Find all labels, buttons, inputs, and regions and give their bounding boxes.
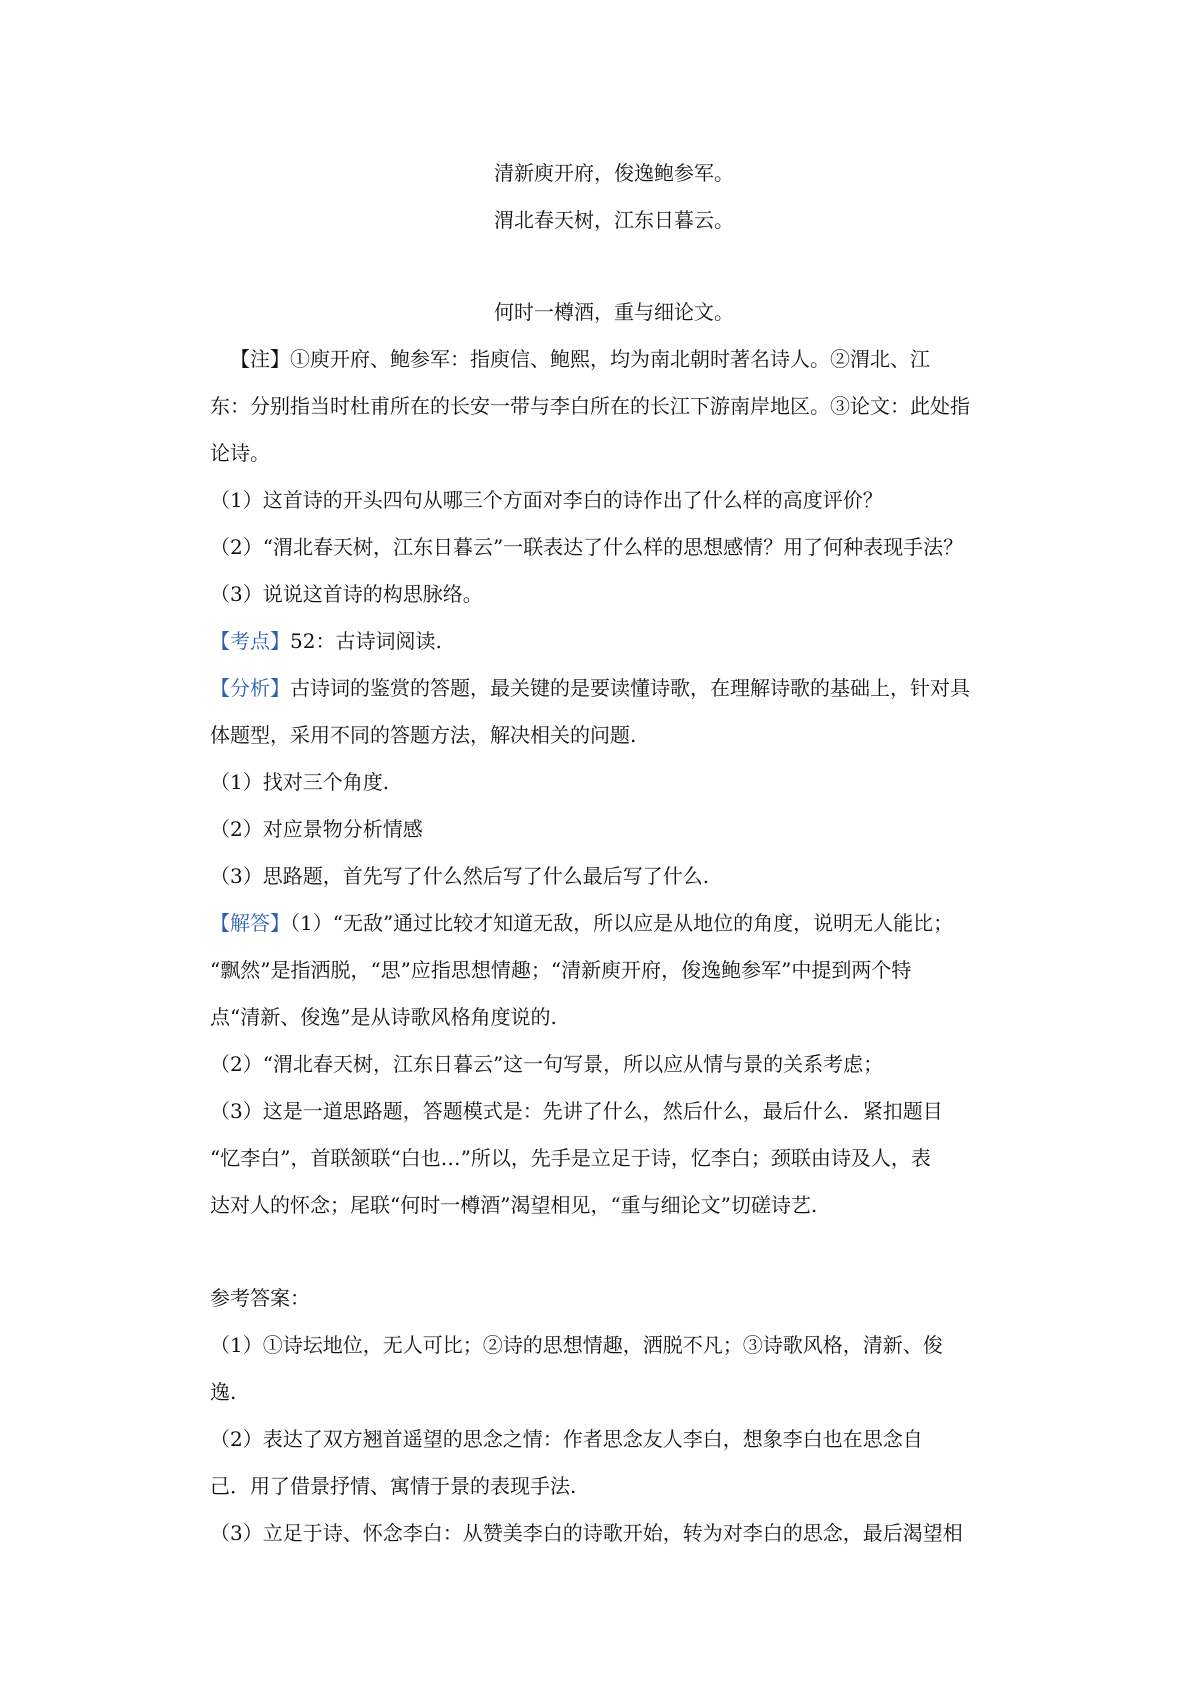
question-item: （1）这首诗的开头四句从哪三个方面对李白的诗作出了什么样的高度评价？ [210, 488, 883, 512]
answer-text: （2）表达了双方翘首遥望的思念之情：作者思念友人李白，想象李白也在思念自 [210, 1427, 923, 1451]
fenxi-label: 【分析】 [210, 676, 290, 700]
note-line: 【注】①庾开府、鲍参军：指庾信、鲍熙，均为南北朝时著名诗人。②渭北、江 [230, 347, 930, 371]
poem-line: 清新庾开府，俊逸鲍参军。 [494, 161, 734, 185]
jieda-text: （1）“无敌”通过比较才知道无敌，所以应是从地位的角度，说明无人能比； [290, 911, 954, 935]
jieda-text: 点“清新、俊逸”是从诗歌风格角度说的. [210, 1005, 557, 1029]
fenxi-item: （1）找对三个角度. [210, 770, 390, 794]
jieda-text: （2）“渭北春天树，江东日暮云”这一句写景，所以应从情与景的关系考虑； [210, 1052, 884, 1076]
kaodian-section [210, 618, 1018, 665]
jieda-label: 【解答】 [210, 911, 290, 935]
note-label: 【注】 [230, 347, 290, 371]
answer-text: 己．用了借景抒情、寓情于景的表现手法. [210, 1474, 577, 1498]
answer-text: （3）立足于诗、怀念李白：从赞美李白的诗歌开始，转为对李白的思念，最后渴望相 [210, 1521, 963, 1545]
fenxi-item: （3）思路题，首先写了什么然后写了什么最后写了什么. [210, 864, 710, 888]
fenxi-section [210, 665, 1018, 900]
question-item: （2）“渭北春天树，江东日暮云”一联表达了什么样的思想感情？用了何种表现手法？ [210, 535, 964, 559]
poem-line: 渭北春天树，江东日暮云。 [494, 208, 734, 232]
answer-heading: 参考答案： [210, 1286, 310, 1310]
poem [210, 150, 1018, 336]
note-paragraph [210, 336, 1018, 477]
question-item: （3）说说这首诗的构思脉络。 [210, 582, 483, 606]
jieda-text: “飘然”是指洒脱，“思”应指思想情趣；“清新庾开府，俊逸鲍参军”中提到两个特 [210, 958, 912, 982]
poem-gap [210, 244, 1018, 289]
jieda-text: 达对人的怀念；尾联“何时一樽酒”渴望相见，“重与细论文”切磋诗艺. [210, 1193, 818, 1217]
jieda-text: “忆李白”，首联颔联“白也…”所以，先手是立足于诗，忆李白；颈联由诗及人，表 [210, 1146, 931, 1170]
note-line: 论诗。 [210, 441, 270, 465]
poem-line: 何时一樽酒，重与细论文。 [494, 300, 734, 324]
document-body [210, 150, 1018, 1557]
fenxi-text: 体题型，采用不同的答题方法，解决相关的问题. [210, 723, 637, 747]
kaodian-text: 52：古诗词阅读. [290, 629, 442, 653]
note-line: 东：分别指当时杜甫所在的长安一带与李白所在的长江下游南岸地区。③论文：此处指 [210, 394, 970, 418]
jieda-text: （3）这是一道思路题，答题模式是：先讲了什么，然后什么，最后什么．紧扣题目 [210, 1099, 943, 1123]
answer-text: （1）①诗坛地位，无人可比；②诗的思想情趣，洒脱不凡；③诗歌风格，清新、俊 [210, 1333, 943, 1357]
fenxi-text: 古诗词的鉴赏的答题，最关键的是要读懂诗歌，在理解诗歌的基础上，针对具 [290, 676, 970, 700]
answer-section [210, 1275, 1018, 1557]
kaodian-label: 【考点】 [210, 629, 290, 653]
question-list [210, 477, 1018, 618]
fenxi-item: （2）对应景物分析情感 [210, 817, 423, 841]
jieda-section [210, 900, 1018, 1229]
answer-text: 逸. [210, 1380, 237, 1404]
